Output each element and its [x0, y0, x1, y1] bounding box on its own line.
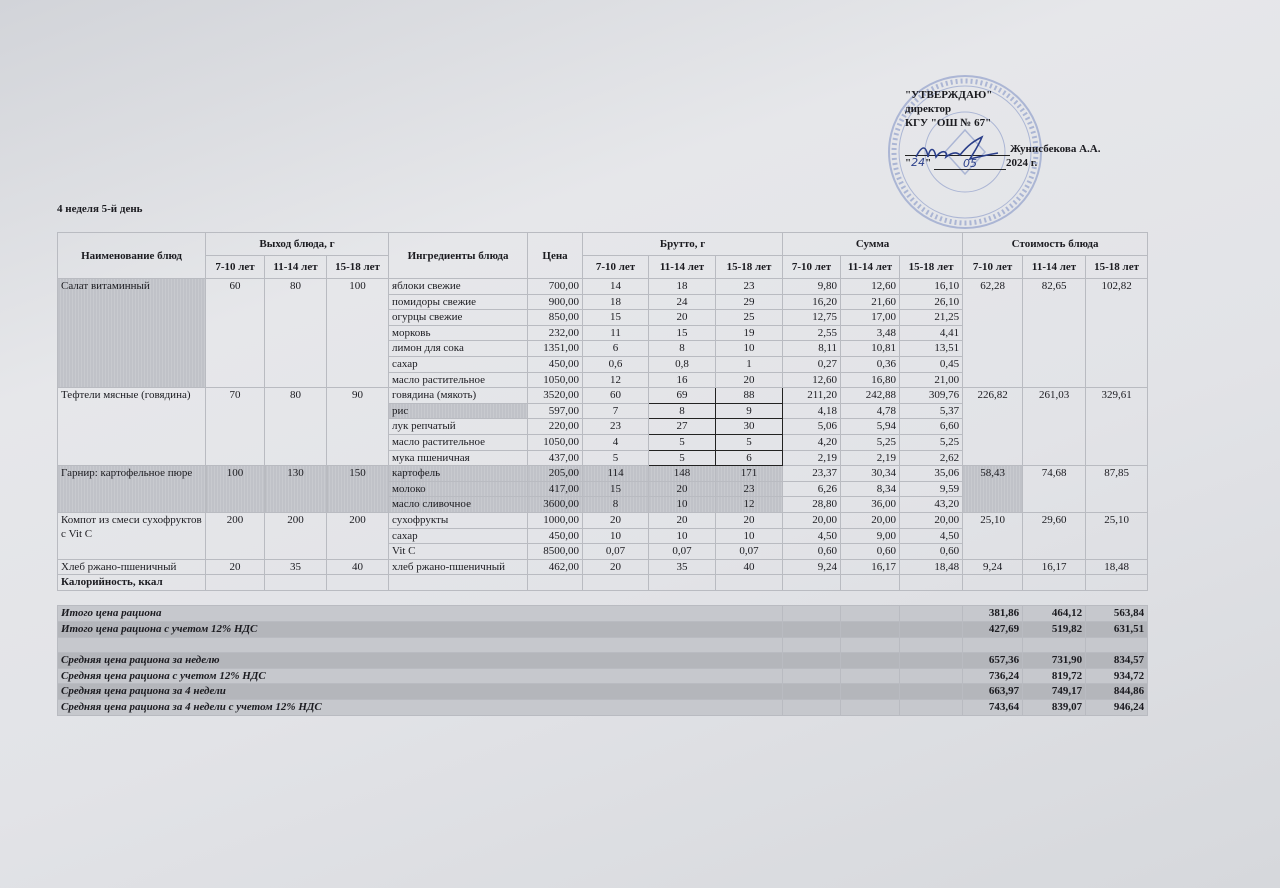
dish-yield-0: 20: [206, 559, 265, 575]
handwritten-signature: [912, 135, 1002, 165]
calorie-cell: [265, 575, 327, 591]
total-filler: [783, 637, 841, 653]
table-row: [58, 559, 1148, 575]
ingredient-name: лимон для сока: [389, 341, 528, 357]
brutto-2: 20: [716, 372, 783, 388]
brutto-2: 30: [716, 419, 783, 435]
brutto-0: 8: [583, 497, 649, 513]
ingredient-price: 417,00: [528, 481, 583, 497]
ingredient-price: 700,00: [528, 279, 583, 295]
ingredient-name: масло растительное: [389, 434, 528, 450]
header-sum-age-0: 7-10 лет: [783, 256, 841, 279]
ingredient-price: 8500,00: [528, 544, 583, 560]
total-label: Средняя цена рациона с учетом 12% НДС: [58, 668, 783, 684]
sum-2: 6,60: [900, 419, 963, 435]
sum-1: 0,60: [841, 544, 900, 560]
sum-1: 3,48: [841, 325, 900, 341]
brutto-0: 12: [583, 372, 649, 388]
sum-1: 36,00: [841, 497, 900, 513]
header-sum: Сумма: [783, 233, 963, 256]
calorie-cell: [206, 575, 265, 591]
brutto-1: 10: [649, 528, 716, 544]
sum-0: 4,50: [783, 528, 841, 544]
sum-2: 21,00: [900, 372, 963, 388]
dish-yield-1: 80: [265, 388, 327, 466]
brutto-1: 5: [649, 434, 716, 450]
total-label: Средняя цена рациона за 4 недели с учетом 12% НДС: [58, 700, 783, 716]
calorie-cell: [963, 575, 1023, 591]
sum-1: 4,78: [841, 403, 900, 419]
ingredient-price: 1351,00: [528, 341, 583, 357]
total-filler: [783, 668, 841, 684]
brutto-1: 8: [649, 403, 716, 419]
dish-cost-0: 62,28: [963, 279, 1023, 388]
brutto-1: 148: [649, 466, 716, 482]
header-cost-age-1: 11-14 лет: [1023, 256, 1086, 279]
total-filler: [841, 653, 900, 669]
dish-cost-0: 9,24: [963, 559, 1023, 575]
table-row: [58, 279, 1148, 295]
brutto-2: 20: [716, 512, 783, 528]
total-filler: [841, 700, 900, 716]
dish-yield-2: 150: [327, 466, 389, 513]
total-value-1: 731,90: [1023, 653, 1086, 669]
brutto-1: 10: [649, 497, 716, 513]
dish-cost-0: 58,43: [963, 466, 1023, 513]
total-row: [58, 606, 1148, 622]
sum-2: 43,20: [900, 497, 963, 513]
ingredient-price: 900,00: [528, 294, 583, 310]
sum-2: 309,76: [900, 388, 963, 404]
brutto-0: 14: [583, 279, 649, 295]
sum-0: 0,27: [783, 356, 841, 372]
dish-cost-1: 29,60: [1023, 512, 1086, 559]
brutto-2: 23: [716, 279, 783, 295]
total-value-2: 631,51: [1086, 622, 1148, 638]
table-row: [58, 388, 1148, 404]
brutto-1: 18: [649, 279, 716, 295]
table-row: [58, 512, 1148, 528]
dish-cost-2: 18,48: [1086, 559, 1148, 575]
total-value-2: [1086, 637, 1148, 653]
total-filler: [841, 684, 900, 700]
sum-0: 12,60: [783, 372, 841, 388]
brutto-0: 5: [583, 450, 649, 466]
sum-0: 0,60: [783, 544, 841, 560]
ingredient-name: сахар: [389, 528, 528, 544]
ingredient-price: 450,00: [528, 356, 583, 372]
menu-cost-table: [57, 232, 1148, 716]
sum-0: 4,20: [783, 434, 841, 450]
total-value-1: 749,17: [1023, 684, 1086, 700]
ingredient-name: яблоки свежие: [389, 279, 528, 295]
total-filler: [783, 622, 841, 638]
total-value-2: 834,57: [1086, 653, 1148, 669]
ingredient-price: 597,00: [528, 403, 583, 419]
total-value-0: 657,36: [963, 653, 1023, 669]
ingredient-name: огурцы свежие: [389, 310, 528, 326]
brutto-2: 9: [716, 403, 783, 419]
total-value-2: 844,86: [1086, 684, 1148, 700]
sum-0: 28,80: [783, 497, 841, 513]
brutto-2: 29: [716, 294, 783, 310]
calorie-row: [58, 575, 1148, 591]
brutto-2: 25: [716, 310, 783, 326]
total-value-0: [963, 637, 1023, 653]
header-price: Цена: [528, 233, 583, 279]
header-brutto: Брутто, г: [583, 233, 783, 256]
sum-2: 0,45: [900, 356, 963, 372]
approval-title: "УТВЕРЖДАЮ": [905, 89, 993, 101]
total-label: [58, 637, 783, 653]
dish-name: Гарнир: картофельное пюре: [58, 466, 206, 513]
ingredient-name: морковь: [389, 325, 528, 341]
sum-2: 35,06: [900, 466, 963, 482]
total-row: [58, 622, 1148, 638]
brutto-0: 4: [583, 434, 649, 450]
dish-name: Тефтели мясные (говядина): [58, 388, 206, 466]
calorie-cell: [1086, 575, 1148, 591]
total-label: Итого цена рациона с учетом 12% НДС: [58, 622, 783, 638]
sum-0: 23,37: [783, 466, 841, 482]
sum-0: 5,06: [783, 419, 841, 435]
ingredient-name: картофель: [389, 466, 528, 482]
ingredient-name: лук репчатый: [389, 419, 528, 435]
brutto-0: 60: [583, 388, 649, 404]
sum-1: 9,00: [841, 528, 900, 544]
total-filler: [900, 637, 963, 653]
week-day-label: 4 неделя 5-й день: [57, 203, 143, 215]
sum-0: 2,55: [783, 325, 841, 341]
brutto-2: 1: [716, 356, 783, 372]
dish-yield-0: 100: [206, 466, 265, 513]
calorie-cell: [841, 575, 900, 591]
total-filler: [783, 653, 841, 669]
brutto-2: 10: [716, 341, 783, 357]
total-label: Средняя цена рациона за неделю: [58, 653, 783, 669]
ingredient-name: рис: [389, 403, 528, 419]
sum-1: 242,88: [841, 388, 900, 404]
total-filler: [900, 653, 963, 669]
sum-2: 4,41: [900, 325, 963, 341]
table-row: [58, 466, 1148, 482]
header-ingredients: Ингредиенты блюда: [389, 233, 528, 279]
ingredient-price: 232,00: [528, 325, 583, 341]
ingredient-price: 3600,00: [528, 497, 583, 513]
sum-1: 5,94: [841, 419, 900, 435]
brutto-0: 0,07: [583, 544, 649, 560]
dish-name: Хлеб ржано-пшеничный: [58, 559, 206, 575]
total-value-2: 563,84: [1086, 606, 1148, 622]
sum-1: 8,34: [841, 481, 900, 497]
dish-name: Салат витаминный: [58, 279, 206, 388]
ingredient-name: помидоры свежие: [389, 294, 528, 310]
ingredient-name: масло растительное: [389, 372, 528, 388]
dish-yield-0: 60: [206, 279, 265, 388]
total-label: Средняя цена рациона за 4 недели: [58, 684, 783, 700]
brutto-1: 20: [649, 481, 716, 497]
total-filler: [900, 606, 963, 622]
dish-cost-2: 87,85: [1086, 466, 1148, 513]
header-dish: Наименование блюд: [58, 233, 206, 279]
brutto-0: 23: [583, 419, 649, 435]
dish-yield-2: 40: [327, 559, 389, 575]
dish-cost-0: 25,10: [963, 512, 1023, 559]
ingredient-price: 462,00: [528, 559, 583, 575]
calorie-cell: [900, 575, 963, 591]
header-brutto-age-0: 7-10 лет: [583, 256, 649, 279]
brutto-2: 12: [716, 497, 783, 513]
header-brutto-age-2: 15-18 лет: [716, 256, 783, 279]
total-filler: [841, 606, 900, 622]
header-yield-age-2: 15-18 лет: [327, 256, 389, 279]
ingredient-name: сахар: [389, 356, 528, 372]
brutto-1: 20: [649, 512, 716, 528]
ingredient-price: 1050,00: [528, 434, 583, 450]
brutto-1: 15: [649, 325, 716, 341]
approval-year: 2024 г.: [1005, 157, 1038, 169]
sum-2: 9,59: [900, 481, 963, 497]
sum-0: 4,18: [783, 403, 841, 419]
total-value-2: 934,72: [1086, 668, 1148, 684]
brutto-1: 8: [649, 341, 716, 357]
brutto-1: 35: [649, 559, 716, 575]
total-value-0: 381,86: [963, 606, 1023, 622]
sum-1: 5,25: [841, 434, 900, 450]
total-filler: [900, 668, 963, 684]
brutto-2: 6: [716, 450, 783, 466]
sum-1: 21,60: [841, 294, 900, 310]
brutto-1: 5: [649, 450, 716, 466]
brutto-0: 6: [583, 341, 649, 357]
brutto-2: 0,07: [716, 544, 783, 560]
sum-1: 0,36: [841, 356, 900, 372]
ingredient-name: хлеб ржано-пшеничный: [389, 559, 528, 575]
brutto-1: 0,8: [649, 356, 716, 372]
brutto-2: 5: [716, 434, 783, 450]
header-yield: Выход блюда, г: [206, 233, 389, 256]
total-filler: [841, 668, 900, 684]
ingredient-name: говядина (мякоть): [389, 388, 528, 404]
sum-1: 16,17: [841, 559, 900, 575]
calorie-cell: [1023, 575, 1086, 591]
dish-yield-1: 130: [265, 466, 327, 513]
approval-day: 24: [911, 156, 926, 169]
brutto-2: 88: [716, 388, 783, 404]
dish-yield-2: 90: [327, 388, 389, 466]
total-value-1: [1023, 637, 1086, 653]
ingredient-price: 850,00: [528, 310, 583, 326]
brutto-2: 171: [716, 466, 783, 482]
brutto-1: 69: [649, 388, 716, 404]
dish-cost-1: 261,03: [1023, 388, 1086, 466]
sum-2: 5,37: [900, 403, 963, 419]
brutto-0: 114: [583, 466, 649, 482]
dish-cost-2: 329,61: [1086, 388, 1148, 466]
sum-2: 26,10: [900, 294, 963, 310]
sum-2: 2,62: [900, 450, 963, 466]
total-filler: [841, 622, 900, 638]
dish-cost-2: 25,10: [1086, 512, 1148, 559]
header-cost-age-2: 15-18 лет: [1086, 256, 1148, 279]
total-value-2: 946,24: [1086, 700, 1148, 716]
brutto-0: 20: [583, 559, 649, 575]
dish-name: Компот из смеси сухофруктов с Vit C: [58, 512, 206, 559]
total-value-0: 743,64: [963, 700, 1023, 716]
brutto-0: 0,6: [583, 356, 649, 372]
total-row: [58, 637, 1148, 653]
sum-2: 13,51: [900, 341, 963, 357]
sum-1: 12,60: [841, 279, 900, 295]
dish-yield-1: 35: [265, 559, 327, 575]
sum-0: 20,00: [783, 512, 841, 528]
total-row: [58, 684, 1148, 700]
calorie-label: Калорийность, ккал: [58, 575, 206, 591]
ingredient-name: масло сливочное: [389, 497, 528, 513]
dish-yield-1: 200: [265, 512, 327, 559]
ingredient-name: сухофрукты: [389, 512, 528, 528]
header-cost-age-0: 7-10 лет: [963, 256, 1023, 279]
sum-0: 16,20: [783, 294, 841, 310]
brutto-0: 15: [583, 310, 649, 326]
brutto-1: 20: [649, 310, 716, 326]
approval-month-value: 05: [962, 157, 977, 170]
total-value-0: 736,24: [963, 668, 1023, 684]
spacer-row: [58, 590, 1148, 606]
sum-2: 4,50: [900, 528, 963, 544]
header-sum-age-2: 15-18 лет: [900, 256, 963, 279]
ingredient-price: 220,00: [528, 419, 583, 435]
header-yield-age-1: 11-14 лет: [265, 256, 327, 279]
ingredient-name: молоко: [389, 481, 528, 497]
total-value-1: 464,12: [1023, 606, 1086, 622]
brutto-0: 7: [583, 403, 649, 419]
dish-yield-0: 200: [206, 512, 265, 559]
header-yield-age-0: 7-10 лет: [206, 256, 265, 279]
total-filler: [783, 684, 841, 700]
sum-1: 16,80: [841, 372, 900, 388]
total-filler: [783, 606, 841, 622]
total-label: Итого цена рациона: [58, 606, 783, 622]
sum-2: 5,25: [900, 434, 963, 450]
sum-0: 211,20: [783, 388, 841, 404]
sum-1: 10,81: [841, 341, 900, 357]
calorie-cell: [389, 575, 528, 591]
approval-org: КГУ "ОШ № 67": [905, 117, 992, 129]
dish-cost-2: 102,82: [1086, 279, 1148, 388]
sum-1: 17,00: [841, 310, 900, 326]
brutto-2: 23: [716, 481, 783, 497]
brutto-0: 11: [583, 325, 649, 341]
total-row: [58, 653, 1148, 669]
sum-1: 30,34: [841, 466, 900, 482]
total-filler: [900, 684, 963, 700]
total-filler: [841, 637, 900, 653]
brutto-1: 27: [649, 419, 716, 435]
total-filler: [783, 700, 841, 716]
calorie-cell: [783, 575, 841, 591]
brutto-2: 19: [716, 325, 783, 341]
sum-1: 2,19: [841, 450, 900, 466]
dish-yield-1: 80: [265, 279, 327, 388]
brutto-2: 10: [716, 528, 783, 544]
approver-name: Жунисбекова А.А.: [1010, 143, 1101, 155]
dish-cost-1: 74,68: [1023, 466, 1086, 513]
brutto-0: 18: [583, 294, 649, 310]
dish-yield-0: 70: [206, 388, 265, 466]
brutto-0: 20: [583, 512, 649, 528]
dish-cost-1: 82,65: [1023, 279, 1086, 388]
ingredient-price: 1000,00: [528, 512, 583, 528]
dish-cost-1: 16,17: [1023, 559, 1086, 575]
calorie-cell: [716, 575, 783, 591]
brutto-0: 10: [583, 528, 649, 544]
total-row: [58, 668, 1148, 684]
sum-0: 8,11: [783, 341, 841, 357]
total-value-1: 519,82: [1023, 622, 1086, 638]
sum-2: 20,00: [900, 512, 963, 528]
sum-0: 9,80: [783, 279, 841, 295]
approval-position: директор: [905, 103, 952, 115]
sum-2: 18,48: [900, 559, 963, 575]
total-value-1: 839,07: [1023, 700, 1086, 716]
brutto-2: 40: [716, 559, 783, 575]
dish-yield-2: 200: [327, 512, 389, 559]
ingredient-name: мука пшеничная: [389, 450, 528, 466]
ingredient-price: 437,00: [528, 450, 583, 466]
calorie-cell: [528, 575, 583, 591]
calorie-cell: [327, 575, 389, 591]
total-filler: [900, 622, 963, 638]
dish-yield-2: 100: [327, 279, 389, 388]
calorie-cell: [649, 575, 716, 591]
sum-1: 20,00: [841, 512, 900, 528]
brutto-0: 15: [583, 481, 649, 497]
brutto-1: 24: [649, 294, 716, 310]
ingredient-price: 450,00: [528, 528, 583, 544]
sum-0: 6,26: [783, 481, 841, 497]
sum-2: 16,10: [900, 279, 963, 295]
sum-0: 2,19: [783, 450, 841, 466]
brutto-1: 0,07: [649, 544, 716, 560]
header-cost: Стоимость блюда: [963, 233, 1148, 256]
header-sum-age-1: 11-14 лет: [841, 256, 900, 279]
total-row: [58, 700, 1148, 716]
sum-2: 21,25: [900, 310, 963, 326]
ingredient-price: 3520,00: [528, 388, 583, 404]
total-value-0: 663,97: [963, 684, 1023, 700]
ingredient-name: Vit C: [389, 544, 528, 560]
total-value-1: 819,72: [1023, 668, 1086, 684]
total-filler: [900, 700, 963, 716]
header-brutto-age-1: 11-14 лет: [649, 256, 716, 279]
ingredient-price: 1050,00: [528, 372, 583, 388]
ingredient-price: 205,00: [528, 466, 583, 482]
spacer-cell: [58, 590, 1148, 606]
brutto-1: 16: [649, 372, 716, 388]
dish-cost-0: 226,82: [963, 388, 1023, 466]
calorie-cell: [583, 575, 649, 591]
approval-block: "УТВЕРЖДАЮ" директор КГУ "ОШ № 67" Жунисбекова А.А. "24" 05 2024 г.: [905, 89, 1101, 170]
sum-2: 0,60: [900, 544, 963, 560]
sum-0: 12,75: [783, 310, 841, 326]
sum-0: 9,24: [783, 559, 841, 575]
total-value-0: 427,69: [963, 622, 1023, 638]
